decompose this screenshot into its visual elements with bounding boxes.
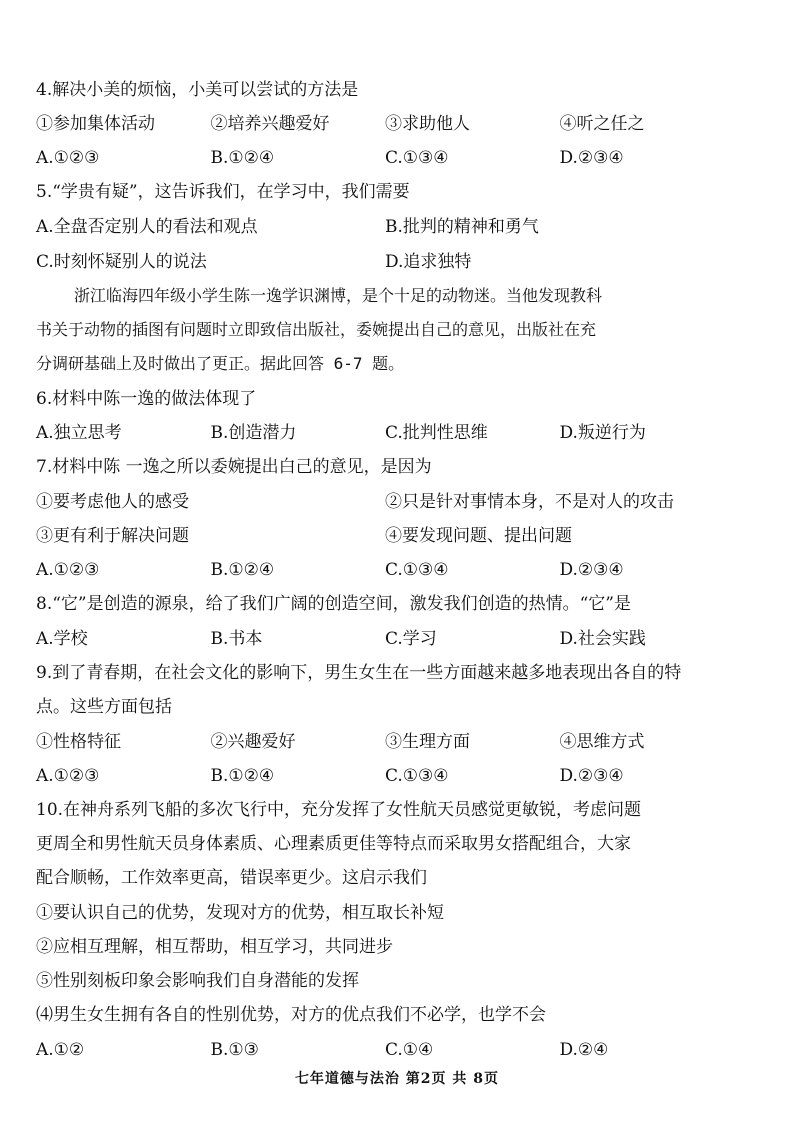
q7-item-3: ③更有利于解决问题 — [36, 526, 189, 546]
material-line-1: 浙江临海四年级小学生陈一逸学识渊博，是个十足的动物迷。当他发现教科 — [74, 286, 603, 305]
q9-item-3: ③生理方面 — [385, 732, 470, 752]
q4-stem: 4.解决小美的烦恼，小美可以尝试的方法是 — [36, 80, 359, 100]
q5-options-row-1 — [36, 215, 734, 239]
q8-options — [36, 627, 734, 651]
q4-option-b: B.①②④ — [210, 148, 275, 168]
q8-option-d: D.社会实践 — [559, 629, 646, 649]
q4-option-d: D.②③④ — [559, 148, 624, 168]
q4-item-2: ②培养兴趣爱好 — [210, 114, 330, 134]
q9-stem-line-1: 9.到了青春期，在社会文化的影响下，男生女生在一些方面越来越多地表现出各自的特 — [36, 663, 682, 683]
q7-items-row-1 — [36, 490, 734, 514]
q7-item-1: ①要考虑他人的感受 — [36, 492, 189, 512]
q4-item-4: ④听之任之 — [559, 114, 645, 134]
q8-stem: 8.“它”是创造的源泉，给了我们广阔的创造空间，激发我们创造的热情。“它”是 — [36, 594, 631, 614]
q9-item-4: ④思维方式 — [559, 732, 645, 752]
q10-stem-line-3: 配合顺畅，工作效率更高，错误率更少。这启示我们 — [36, 868, 427, 888]
q6-option-c: C.批判性思维 — [385, 423, 488, 443]
q7-option-a: A.①②③ — [36, 560, 100, 580]
material-line-3: 分调研基础上及时做出了更正。据此回答 6-7 题。 — [36, 354, 405, 373]
material-line-2: 书关于动物的插图有问题时立即致信出版社，委婉提出自己的意见，出版社在充 — [36, 320, 597, 339]
q10-item-4: ⑷男生女生拥有各自的性别优势，对方的优点我们不必学，也学不会 — [36, 1005, 546, 1025]
q5-option-b: B.批判的精神和勇气 — [385, 217, 539, 237]
q9-option-a: A.①②③ — [36, 766, 100, 786]
q10-item-3: ⑤性别刻板印象会影响我们自身潜能的发挥 — [36, 971, 359, 991]
q5-options-row-2 — [36, 250, 734, 274]
q4-option-c: C.①③④ — [385, 148, 449, 168]
q9-item-2: ②兴趣爱好 — [210, 732, 296, 752]
q10-stem-line-2: 更周全和男性航天员身体素质、心理素质更佳等特点而采取男女搭配组合，大家 — [36, 834, 631, 854]
q5-stem: 5.“学贵有疑”，这告诉我们，在学习中，我们需要 — [36, 182, 410, 202]
q4-item-1: ①参加集体活动 — [36, 114, 155, 134]
q6-stem: 6.材料中陈一逸的做法体现了 — [36, 389, 257, 409]
q9-option-d: D.②③④ — [559, 766, 624, 786]
q6-options — [36, 421, 734, 445]
q7-option-b: B.①②④ — [210, 560, 275, 580]
q6-option-a: A.独立思考 — [36, 423, 122, 443]
page-footer: 七年道德与法治 第2页 共 8页 — [294, 1071, 500, 1087]
q9-items — [36, 730, 734, 754]
q10-item-2: ②应相互理解，相互帮助，相互学习，共同进步 — [36, 937, 393, 957]
q7-option-c: C.①③④ — [385, 560, 449, 580]
q9-options — [36, 764, 734, 788]
q5-option-c: C.时刻怀疑别人的说法 — [36, 252, 207, 272]
q7-option-d: D.②③④ — [559, 560, 624, 580]
q10-option-d: D.②④ — [559, 1040, 609, 1060]
q7-item-4: ④要发现问题、提出问题 — [385, 526, 572, 546]
q5-option-d: D.追求独特 — [385, 252, 472, 272]
q4-option-a: A.①②③ — [36, 148, 100, 168]
q10-option-c: C.①④ — [385, 1040, 434, 1060]
q8-option-b: B.书本 — [210, 629, 263, 649]
q8-option-c: C.学习 — [385, 629, 437, 649]
q4-options — [36, 146, 734, 170]
q4-item-3: ③求助他人 — [385, 114, 470, 134]
q6-option-b: B.创造潜力 — [210, 423, 297, 443]
q6-option-d: D.叛逆行为 — [559, 423, 646, 443]
q9-option-b: B.①②④ — [210, 766, 275, 786]
q10-item-1: ①要认识自己的优势，发现对方的优势，相互取长补短 — [36, 903, 444, 923]
q9-stem-line-2: 点。这些方面包括 — [36, 697, 172, 717]
q7-options — [36, 558, 734, 582]
q10-options — [36, 1038, 734, 1062]
q10-option-b: B.①③ — [210, 1040, 259, 1060]
q9-option-c: C.①③④ — [385, 766, 449, 786]
q7-stem: 7.材料中陈 一逸之所以委婉提出白己的意见，是因为 — [36, 457, 432, 477]
q9-item-1: ①性格特征 — [36, 732, 121, 752]
q7-items-row-2 — [36, 524, 734, 548]
q7-item-2: ②只是针对事情本身，不是对人的攻击 — [385, 492, 674, 512]
q4-items — [36, 112, 734, 136]
q10-option-a: A.①② — [36, 1040, 85, 1060]
q5-option-a: A.全盘否定别人的看法和观点 — [36, 217, 258, 237]
q8-option-a: A.学校 — [36, 629, 88, 649]
q10-stem-line-1: 10.在神舟系列飞船的多次飞行中，充分发挥了女性航天员感觉更敏锐，考虑问题 — [36, 800, 642, 820]
